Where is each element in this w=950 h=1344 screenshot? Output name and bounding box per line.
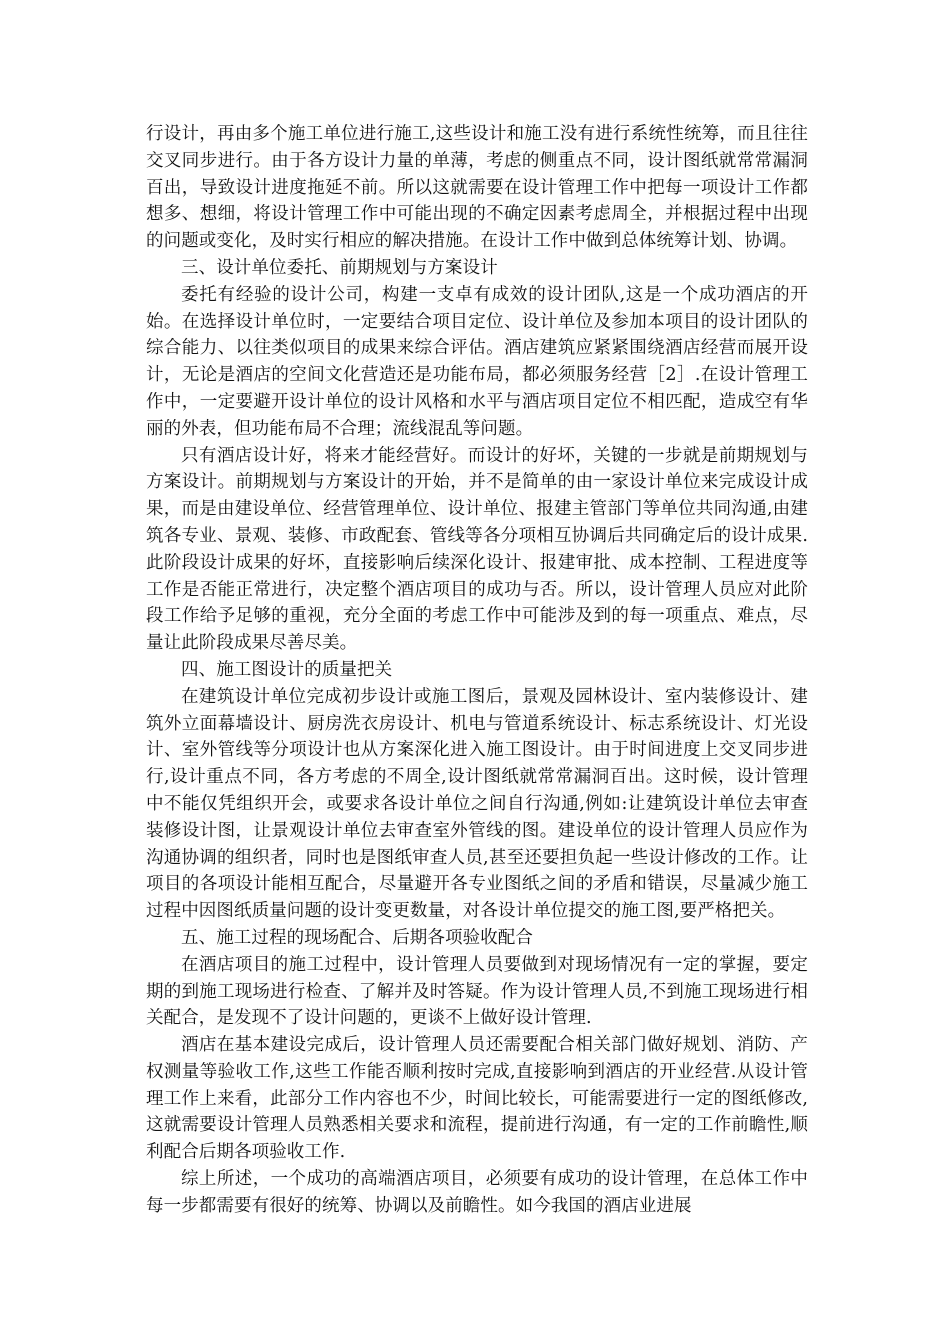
paragraph-design-firm: 委托有经验的设计公司，构建一支卓有成效的设计团队,这是一个成功酒店的开始。在选择设计单位时，一定要结合项目定位、设计单位及参加本项目的设计团队的综合能力、以往类似项目的成果来综合评估。酒店建筑应紧紧围绕酒店经营而展开设计，无论是酒店的空间文化营造还是功能布局，都必须服务经营［2］.在设计管理工作中，一定要避开设计单位的设计风格和水平与酒店项目定位不相匹配，造成空有华丽的外表，但功能布局不合理；流线混乱等问题。 — [146, 284, 808, 439]
document-body — [146, 121, 808, 1220]
paragraph-site-coordination: 在酒店项目的施工过程中，设计管理人员要做到对现场情况有一定的掌握，要定期的到施工现场进行检查、了解并及时答疑。作为设计管理人员,不到施工现场进行相关配合，是发现不了设计问题的，更谈不上做好设计管理. — [146, 954, 808, 1029]
section-heading-5: 五、施工过程的现场配合、后期各项验收配合 — [181, 927, 533, 948]
paragraph-conclusion: 综上所述，一个成功的高端酒店项目，必须要有成功的设计管理，在总体工作中每一步都需要有很好的统筹、协调以及前瞻性。如今我国的酒店业进展 — [146, 1169, 808, 1216]
paragraph-construction-drawings: 在建筑设计单位完成初步设计或施工图后，景观及园林设计、室内装修设计、建筑外立面幕墙设计、厨房洗衣房设计、机电与管道系统设计、标志系统设计、灯光设计、室外管线等分项设计也从方案深化进入施工图设计。由于时间进度上交叉同步进行,设计重点不同，各方考虑的不周全,设计图纸就常常漏洞百出。这时候，设计管理中不能仅凭组织开会，或要求各设计单位之间自行沟通,例如:让建筑设计单位去审查装修设计图，让景观设计单位去审查室外管线的图。建设单位的设计管理人员应作为沟通协调的组织者，同时也是图纸审查人员,甚至还要担负起一些设计修改的工作。让项目的各项设计能相互配合，尽量避开各专业图纸之间的矛盾和错误，尽量减少施工过程中因图纸质量问题的设计变更数量，对各设计单位提交的施工图,要严格把关。 — [146, 686, 808, 922]
section-heading-4: 四、施工图设计的质量把关 — [181, 659, 393, 680]
paragraph-continuation: 行设计，再由多个施工单位进行施工,这些设计和施工没有进行系统性统筹，而且往往交叉同步进行。由于各方设计力量的单薄，考虑的侧重点不同，设计图纸就常常漏洞百出，导致设计进度拖延不前。所以这就需要在设计管理工作中把每一项设计工作都想多、想细，将设计管理工作中可能出现的不确定因素考虑周全，并根据过程中出现的问题或变化，及时实行相应的解决措施。在设计工作中做到总体统筹计划、协调。 — [146, 124, 808, 252]
paragraph-early-planning: 只有酒店设计好，将来才能经营好。而设计的好坏，关键的一步就是前期规划与方案设计。前期规划与方案设计的开始，并不是简单的由一家设计单位来完成设计成果，而是由建设单位、经营管理单位、设计单位、报建主管部门等单位共同沟通,由建筑各专业、景观、装修、市政配套、管线等各分项相互协调后共同确定后的设计成果.此阶段设计成果的好坏，直接影响后续深化设计、报建审批、成本控制、工程进度等工作是否能正常进行，决定整个酒店项目的成功与否。所以，设计管理人员应对此阶段工作给予足够的重视，充分全面的考虑工作中可能涉及到的每一项重点、难点，尽量让此阶段成果尽善尽美。 — [146, 445, 808, 654]
section-heading-3: 三、设计单位委托、前期规划与方案设计 — [181, 257, 498, 278]
paragraph-acceptance: 酒店在基本建设完成后，设计管理人员还需要配合相关部门做好规划、消防、产权测量等验收工作,这些工作能否顺利按时完成,直接影响到酒店的开业经营.从设计管理工作上来看，此部分工作内容也不少，时间比较长，可能需要进行一定的图纸修改,这就需要设计管理人员熟悉相关要求和流程，提前进行沟通，有一定的工作前瞻性,顺利配合后期各项验收工作. — [146, 1035, 808, 1163]
